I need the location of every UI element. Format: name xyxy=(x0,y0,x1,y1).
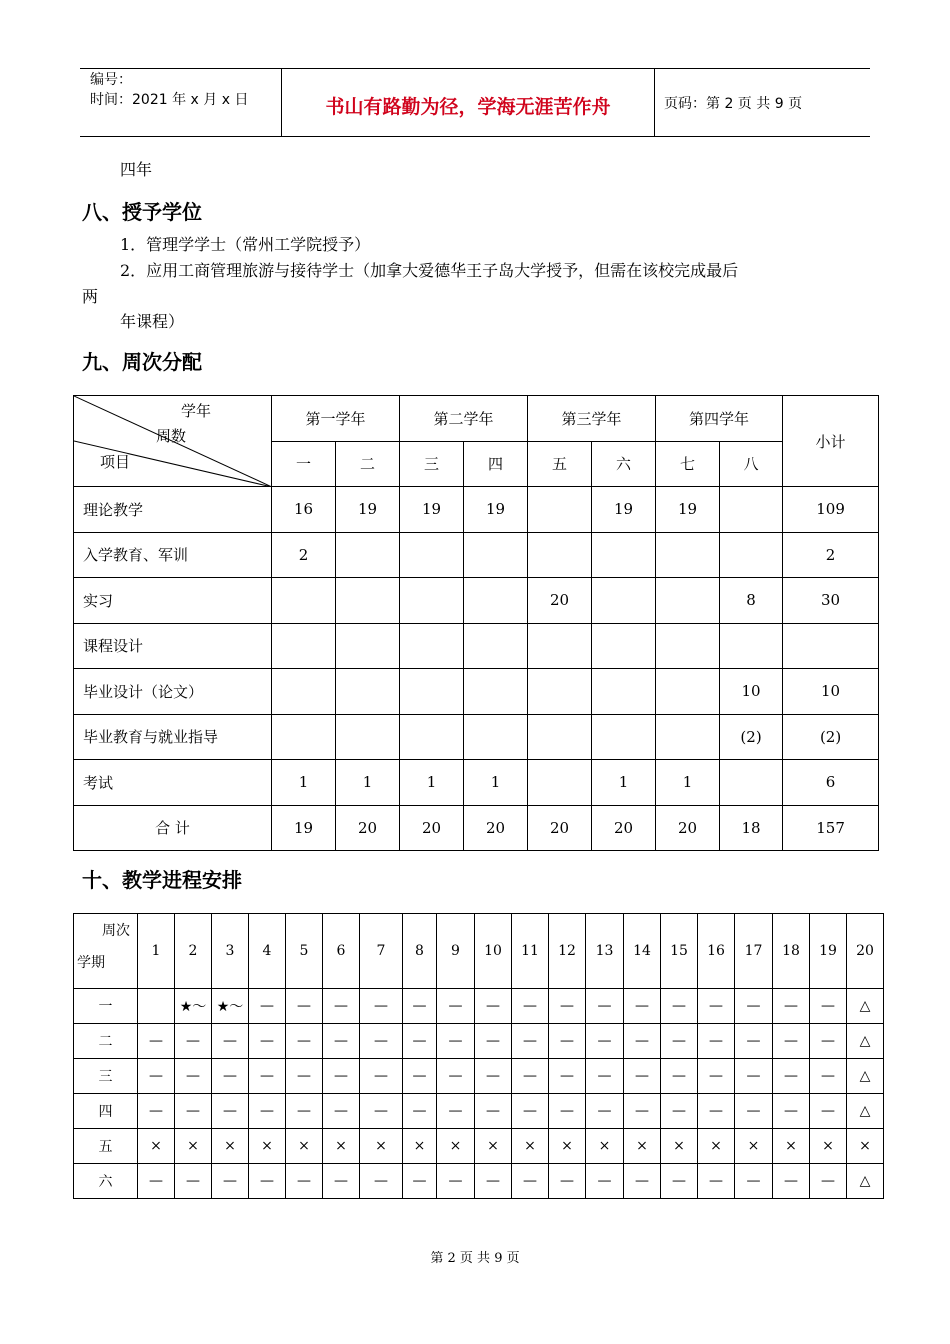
schedule-cell: — xyxy=(512,1059,549,1094)
schedule-cell: — xyxy=(138,1024,175,1059)
table-cell: 30 xyxy=(783,578,879,624)
schedule-cell: — xyxy=(403,1059,437,1094)
schedule-cell: — xyxy=(360,1024,403,1059)
schedule-cell: — xyxy=(323,1059,360,1094)
section-8-title: 八、授予学位 xyxy=(82,200,202,224)
table-cell xyxy=(720,487,783,533)
row-label: 毕业设计（论文） xyxy=(74,669,272,715)
schedule-cell: — xyxy=(549,1059,586,1094)
header-bottom-rule xyxy=(80,136,870,137)
table-cell xyxy=(528,669,592,715)
schedule-cell: — xyxy=(212,1164,249,1199)
week-number-header: 8 xyxy=(403,914,437,989)
week-number-header: 14 xyxy=(624,914,661,989)
table-cell xyxy=(720,532,783,578)
schedule-cell: — xyxy=(323,1094,360,1129)
section-9-title: 九、周次分配 xyxy=(82,350,202,374)
schedule-cell: — xyxy=(661,989,698,1024)
degree-item-2-cont: 两 xyxy=(82,287,99,306)
corner-semester-label: 学期 xyxy=(77,955,105,971)
schedule-cell: — xyxy=(661,1164,698,1199)
table-cell xyxy=(592,714,656,760)
schedule-cell: — xyxy=(735,1094,773,1129)
table-row xyxy=(74,1164,884,1199)
schedule-cell: — xyxy=(549,1094,586,1129)
table-cell: 18 xyxy=(720,805,783,851)
schedule-cell: — xyxy=(810,1024,847,1059)
schedule-cell: — xyxy=(549,1024,586,1059)
week-number-header: 11 xyxy=(512,914,549,989)
table-cell xyxy=(400,714,464,760)
semester-label: 三 xyxy=(74,1059,138,1094)
schedule-cell: — xyxy=(360,1094,403,1129)
week-number-header: 16 xyxy=(698,914,735,989)
schedule-cell: — xyxy=(286,1094,323,1129)
schedule-cell: — xyxy=(323,1024,360,1059)
corner-week-label: 周次 xyxy=(102,923,130,939)
time-label: 时间：2021 年 x 月 x 日 xyxy=(90,92,249,108)
table-cell xyxy=(528,487,592,533)
schedule-cell: — xyxy=(698,1094,735,1129)
schedule-cell: — xyxy=(735,1059,773,1094)
table-cell xyxy=(400,532,464,578)
schedule-cell: — xyxy=(360,1059,403,1094)
schedule-cell: — xyxy=(437,1164,475,1199)
table-cell: 20 xyxy=(400,805,464,851)
table-cell xyxy=(336,578,400,624)
table-cell: 2 xyxy=(272,532,336,578)
table-cell: 20 xyxy=(528,578,592,624)
schedule-cell: — xyxy=(624,1024,661,1059)
table-row xyxy=(74,532,879,578)
schedule-cell: — xyxy=(403,1024,437,1059)
schedule-cell: — xyxy=(249,1024,286,1059)
header-page-number: 页码：第 2 页 共 9 页 xyxy=(664,96,803,112)
teaching-schedule-table xyxy=(73,913,884,1199)
table-cell xyxy=(720,760,783,806)
schedule-cell: △ xyxy=(847,1094,884,1129)
table-cell: 1 xyxy=(272,760,336,806)
table-cell: 19 xyxy=(400,487,464,533)
table-cell xyxy=(464,578,528,624)
schedule-cell: — xyxy=(249,1164,286,1199)
week-number-header: 4 xyxy=(249,914,286,989)
schedule-cell: — xyxy=(624,1164,661,1199)
schedule-cell: × xyxy=(512,1129,549,1164)
corner-year-label: 学年 xyxy=(181,402,212,420)
schedule-cell: × xyxy=(810,1129,847,1164)
schedule-cell: ★～ xyxy=(212,989,249,1024)
schedule-cell: × xyxy=(586,1129,624,1164)
schedule-cell: — xyxy=(249,1094,286,1129)
semester-header: 三 xyxy=(400,441,464,487)
table-cell xyxy=(272,714,336,760)
row-label: 实习 xyxy=(74,578,272,624)
schedule-cell: — xyxy=(360,1164,403,1199)
schedule-cell: — xyxy=(212,1094,249,1129)
table-cell: 19 xyxy=(336,487,400,533)
schedule-cell: — xyxy=(512,1094,549,1129)
table-cell: (2) xyxy=(783,714,879,760)
schedule-cell: — xyxy=(698,1059,735,1094)
schedule-cell: — xyxy=(810,1094,847,1129)
table-cell xyxy=(656,623,720,669)
row-label: 课程设计 xyxy=(74,623,272,669)
schedule-cell: — xyxy=(475,1059,512,1094)
schedule-cell: — xyxy=(475,1164,512,1199)
corner-item-label: 项目 xyxy=(100,453,131,471)
schedule-cell: — xyxy=(773,989,810,1024)
schedule-cell: × xyxy=(847,1129,884,1164)
table-cell xyxy=(528,760,592,806)
table-cell: 157 xyxy=(783,805,879,851)
week-number-header: 17 xyxy=(735,914,773,989)
schedule-cell: — xyxy=(773,1059,810,1094)
schedule-cell: △ xyxy=(847,1164,884,1199)
semester-header: 七 xyxy=(656,441,720,487)
table-cell xyxy=(528,532,592,578)
table-cell xyxy=(336,714,400,760)
schedule-cell: — xyxy=(437,1094,475,1129)
week-number-header: 1 xyxy=(138,914,175,989)
table-cell xyxy=(656,532,720,578)
schedule-cell: — xyxy=(212,1059,249,1094)
schedule-cell: — xyxy=(586,1094,624,1129)
header-divider xyxy=(654,68,655,136)
schedule-cell: — xyxy=(437,1059,475,1094)
schedule-cell: — xyxy=(735,1164,773,1199)
semester-header: 八 xyxy=(720,441,783,487)
table-cell: 19 xyxy=(656,487,720,533)
table-cell xyxy=(656,669,720,715)
schedule-corner-cell xyxy=(74,914,138,989)
table-row xyxy=(74,1024,884,1059)
header-motto: 书山有路勤为径，学海无涯苦作舟 xyxy=(325,96,611,118)
row-label: 入学教育、军训 xyxy=(74,532,272,578)
table-cell: 1 xyxy=(464,760,528,806)
table-cell xyxy=(592,532,656,578)
table-row xyxy=(74,487,879,533)
table-row xyxy=(74,714,879,760)
schedule-cell: — xyxy=(586,989,624,1024)
table-cell xyxy=(336,532,400,578)
table-cell xyxy=(464,623,528,669)
table-row xyxy=(74,1059,884,1094)
table-cell xyxy=(272,578,336,624)
schedule-cell: × xyxy=(773,1129,810,1164)
schedule-cell: — xyxy=(138,1059,175,1094)
schedule-cell: — xyxy=(810,1059,847,1094)
schedule-cell: × xyxy=(212,1129,249,1164)
schedule-cell: — xyxy=(698,1024,735,1059)
week-number-header: 2 xyxy=(175,914,212,989)
schedule-cell: ★～ xyxy=(175,989,212,1024)
table-cell xyxy=(592,669,656,715)
schedule-cell: × xyxy=(549,1129,586,1164)
semester-header: 一 xyxy=(272,441,336,487)
schedule-cell: × xyxy=(735,1129,773,1164)
table-cell xyxy=(400,578,464,624)
week-number-header: 3 xyxy=(212,914,249,989)
schedule-cell: × xyxy=(475,1129,512,1164)
schedule-cell: × xyxy=(323,1129,360,1164)
table-cell xyxy=(272,669,336,715)
schedule-cell: — xyxy=(735,1024,773,1059)
year-header: 第三学年 xyxy=(528,396,656,442)
schedule-cell: — xyxy=(549,989,586,1024)
schedule-rows xyxy=(74,989,884,1199)
table-cell: 20 xyxy=(656,805,720,851)
week-number-header: 12 xyxy=(549,914,586,989)
table-cell xyxy=(656,578,720,624)
page-footer: 第 2 页 共 9 页 xyxy=(430,1251,520,1266)
table-cell: 2 xyxy=(783,532,879,578)
table-row xyxy=(74,760,879,806)
header-top-rule xyxy=(80,68,870,69)
schedule-header-row xyxy=(74,914,884,989)
schedule-cell: — xyxy=(437,989,475,1024)
table-cell: 20 xyxy=(464,805,528,851)
schedule-cell: — xyxy=(403,1094,437,1129)
schedule-cell xyxy=(138,989,175,1024)
schedule-cell: — xyxy=(323,1164,360,1199)
table-cell: (2) xyxy=(720,714,783,760)
table-row xyxy=(74,805,879,851)
schedule-cell: — xyxy=(624,1059,661,1094)
schedule-cell: × xyxy=(138,1129,175,1164)
schedule-cell: — xyxy=(475,1094,512,1129)
table-cell: 19 xyxy=(592,487,656,533)
degree-item-2-cont: 年课程） xyxy=(120,312,185,331)
semester-label: 二 xyxy=(74,1024,138,1059)
schedule-cell: — xyxy=(286,1059,323,1094)
week-number-header: 7 xyxy=(360,914,403,989)
table-cell: 6 xyxy=(783,760,879,806)
row-label: 考试 xyxy=(74,760,272,806)
semester-label: 五 xyxy=(74,1129,138,1164)
semester-header: 六 xyxy=(592,441,656,487)
schedule-cell: — xyxy=(249,989,286,1024)
table-row xyxy=(74,669,879,715)
table-cell: 10 xyxy=(783,669,879,715)
table-cell xyxy=(528,714,592,760)
table-cell xyxy=(720,623,783,669)
schedule-cell: — xyxy=(175,1094,212,1129)
week-number-header: 19 xyxy=(810,914,847,989)
table-cell xyxy=(783,623,879,669)
schedule-cell: — xyxy=(661,1059,698,1094)
schedule-cell: — xyxy=(624,989,661,1024)
schedule-cell: — xyxy=(661,1024,698,1059)
table-cell: 1 xyxy=(656,760,720,806)
table-cell xyxy=(336,669,400,715)
table-cell: 16 xyxy=(272,487,336,533)
week-number-header: 13 xyxy=(586,914,624,989)
table-cell: 8 xyxy=(720,578,783,624)
schedule-cell: × xyxy=(360,1129,403,1164)
schedule-cell: △ xyxy=(847,989,884,1024)
schedule-cell: — xyxy=(810,989,847,1024)
table-cell: 19 xyxy=(464,487,528,533)
schedule-cell: — xyxy=(175,1059,212,1094)
corner-weeks-label: 周数 xyxy=(156,427,187,445)
year-header: 第四学年 xyxy=(656,396,783,442)
schedule-cell: — xyxy=(212,1024,249,1059)
semester-header: 二 xyxy=(336,441,400,487)
schedule-cell: — xyxy=(475,1024,512,1059)
table-cell xyxy=(528,623,592,669)
degree-item-2: 2．应用工商管理旅游与接待学士（加拿大爱德华王子岛大学授予，但需在该校完成最后 xyxy=(120,261,739,280)
table-cell: 19 xyxy=(272,805,336,851)
year-header: 第二学年 xyxy=(400,396,528,442)
schedule-cell: △ xyxy=(847,1024,884,1059)
schedule-cell: — xyxy=(360,989,403,1024)
schedule-cell: × xyxy=(403,1129,437,1164)
week-number-header: 5 xyxy=(286,914,323,989)
table-cell: 1 xyxy=(336,760,400,806)
schedule-cell: × xyxy=(175,1129,212,1164)
schedule-cell: — xyxy=(624,1094,661,1129)
schedule-cell: × xyxy=(286,1129,323,1164)
table-cell: 20 xyxy=(592,805,656,851)
table-cell xyxy=(592,623,656,669)
schedule-cell: — xyxy=(138,1164,175,1199)
week-allocation-rows xyxy=(74,487,879,851)
intro-line: 四年 xyxy=(120,160,153,179)
schedule-cell: — xyxy=(735,989,773,1024)
schedule-cell: — xyxy=(586,1164,624,1199)
schedule-cell: — xyxy=(437,1024,475,1059)
week-number-header: 15 xyxy=(661,914,698,989)
week-number-header: 18 xyxy=(773,914,810,989)
table-cell xyxy=(464,714,528,760)
year-header: 第一学年 xyxy=(272,396,400,442)
table-cell xyxy=(656,714,720,760)
table-row xyxy=(74,578,879,624)
table-cell xyxy=(464,532,528,578)
schedule-cell: — xyxy=(586,1059,624,1094)
corner-header-cell xyxy=(74,396,272,487)
schedule-cell: × xyxy=(661,1129,698,1164)
week-number-header: 6 xyxy=(323,914,360,989)
serial-label: 编号： xyxy=(90,72,132,88)
table-row xyxy=(74,989,884,1024)
table-row xyxy=(74,623,879,669)
week-number-header: 9 xyxy=(437,914,475,989)
week-number-header: 10 xyxy=(475,914,512,989)
header-info xyxy=(90,70,248,110)
schedule-cell: — xyxy=(175,1024,212,1059)
row-label: 理论教学 xyxy=(74,487,272,533)
table-cell: 20 xyxy=(528,805,592,851)
schedule-cell: — xyxy=(661,1094,698,1129)
schedule-cell: — xyxy=(773,1164,810,1199)
section-10-title: 十、教学进程安排 xyxy=(82,868,242,892)
week-number-header: 20 xyxy=(847,914,884,989)
semester-header: 四 xyxy=(464,441,528,487)
schedule-cell: — xyxy=(323,989,360,1024)
schedule-cell: △ xyxy=(847,1059,884,1094)
table-cell xyxy=(400,669,464,715)
schedule-cell: — xyxy=(698,989,735,1024)
table-cell: 10 xyxy=(720,669,783,715)
schedule-cell: — xyxy=(549,1164,586,1199)
schedule-cell: — xyxy=(512,989,549,1024)
schedule-cell: — xyxy=(810,1164,847,1199)
table-row xyxy=(74,1129,884,1164)
table-row xyxy=(74,1094,884,1129)
schedule-cell: — xyxy=(586,1024,624,1059)
schedule-cell: — xyxy=(403,1164,437,1199)
schedule-cell: × xyxy=(624,1129,661,1164)
schedule-cell: — xyxy=(175,1164,212,1199)
table-cell xyxy=(464,669,528,715)
schedule-cell: × xyxy=(698,1129,735,1164)
schedule-cell: — xyxy=(773,1024,810,1059)
schedule-cell: — xyxy=(773,1094,810,1129)
schedule-cell: × xyxy=(249,1129,286,1164)
schedule-cell: — xyxy=(286,989,323,1024)
schedule-cell: — xyxy=(138,1094,175,1129)
table-cell xyxy=(400,623,464,669)
semester-header: 五 xyxy=(528,441,592,487)
semester-label: 四 xyxy=(74,1094,138,1129)
semester-label: 一 xyxy=(74,989,138,1024)
semester-label: 六 xyxy=(74,1164,138,1199)
table-cell: 1 xyxy=(592,760,656,806)
table-cell xyxy=(336,623,400,669)
subtotal-header: 小计 xyxy=(783,396,879,487)
table-cell xyxy=(272,623,336,669)
schedule-cell: — xyxy=(286,1024,323,1059)
schedule-cell: — xyxy=(249,1059,286,1094)
table-cell: 1 xyxy=(400,760,464,806)
row-label: 毕业教育与就业指导 xyxy=(74,714,272,760)
schedule-cell: — xyxy=(698,1164,735,1199)
table-cell: 20 xyxy=(336,805,400,851)
schedule-cell: — xyxy=(475,989,512,1024)
table-cell xyxy=(592,578,656,624)
degree-item-1: 1．管理学学士（常州工学院授予） xyxy=(120,235,371,254)
row-label: 合 计 xyxy=(74,805,272,851)
schedule-cell: — xyxy=(512,1024,549,1059)
schedule-cell: — xyxy=(512,1164,549,1199)
table-cell: 109 xyxy=(783,487,879,533)
schedule-cell: — xyxy=(286,1164,323,1199)
week-allocation-table xyxy=(73,395,879,851)
schedule-cell: — xyxy=(403,989,437,1024)
schedule-cell: × xyxy=(437,1129,475,1164)
